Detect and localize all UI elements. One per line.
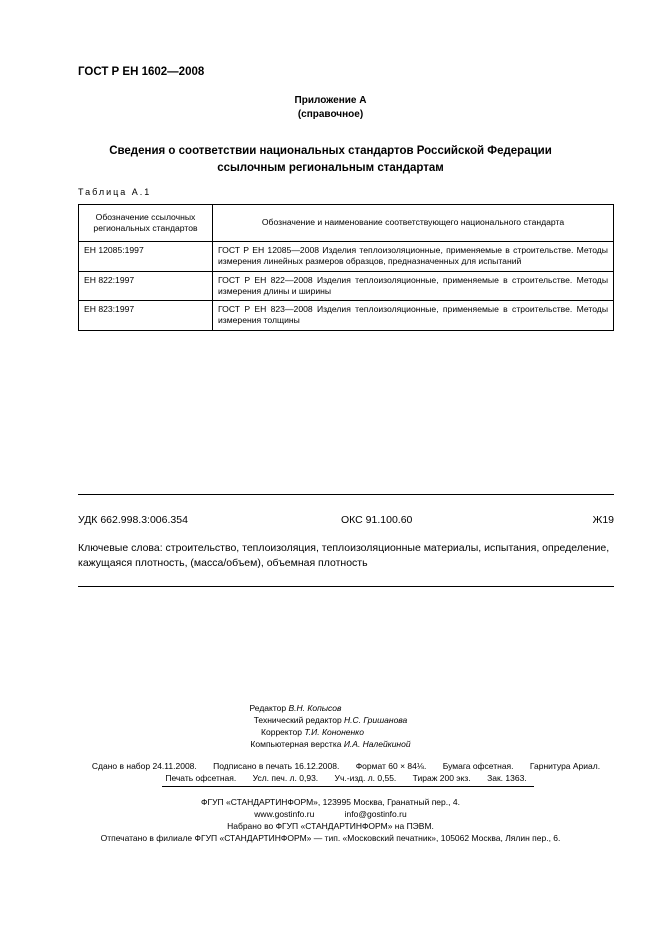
publisher-email: info@gostinfo.ru	[344, 809, 407, 819]
publisher-divider	[162, 786, 534, 787]
table-caption: Таблица А.1	[78, 187, 152, 197]
printing-type: Печать офсетная.	[165, 773, 237, 783]
signed-date: Подписано в печать 16.12.2008.	[213, 761, 340, 771]
editor-label: Редактор	[249, 703, 287, 713]
typeface: Гарнитура Ариал.	[529, 761, 601, 771]
table-row	[79, 301, 614, 331]
corrector-label: Корректор	[261, 727, 302, 737]
table-cell-national: ГОСТ Р ЕН 822—2008 Изделия теплоизоляционные, применяемые в строительстве. Методы измерения длины и ширины	[213, 271, 614, 301]
category-code: Ж19	[592, 514, 614, 526]
editor-name: В.Н. Копысов	[288, 703, 342, 713]
keywords: Ключевые слова: строительство, теплоизоляция, теплоизоляционные материалы, испытания, определение, кажущаяся плотность, (масса/объем), объемная плотность	[78, 542, 610, 569]
divider-top	[78, 494, 614, 495]
annex-subtitle: (справочное)	[297, 109, 364, 120]
table-row	[79, 271, 614, 301]
table-cell-national: ГОСТ Р ЕН 823—2008 Изделия теплоизоляционные, применяемые в строительстве. Методы измерения толщины	[213, 301, 614, 331]
table-cell-national: ГОСТ Р ЕН 12085—2008 Изделия теплоизоляционные, применяемые в строительстве. Методы измерения линейных размеров образцов, предназначенных для испытаний	[213, 242, 614, 272]
section-title-line1: Сведения о соответствии национальных стандартов Российской Федерации	[109, 145, 552, 157]
tech-editor-label: Технический редактор	[253, 715, 342, 725]
layout-name: И.А. Налейкиной	[343, 739, 411, 749]
table-cell-ref: ЕН 822:1997	[79, 271, 213, 301]
table-header-national: Обозначение и наименование соответствующего национального стандарта	[213, 205, 614, 242]
corrector-name: Т.И. Кононенко	[304, 727, 364, 737]
reference-table	[78, 204, 614, 331]
print-sheets: Усл. печ. л. 0,93.	[252, 773, 319, 783]
typeset-date: Сдано в набор 24.11.2008.	[91, 761, 197, 771]
publisher-site: www.gostinfo.ru	[254, 809, 315, 819]
credits	[0, 702, 661, 750]
print-info	[78, 760, 614, 784]
pub-sheets: Уч.-изд. л. 0,55.	[334, 773, 397, 783]
table-header-row	[79, 205, 614, 242]
table-cell-ref: ЕН 12085:1997	[79, 242, 213, 272]
udc-code: УДК 662.998.3:006.354	[78, 514, 188, 526]
publisher-info	[0, 796, 661, 844]
section-title-line2: ссылочным региональным стандартам	[217, 162, 444, 174]
typeset-note: Набрано во ФГУП «СТАНДАРТИНФОРМ» на ПЭВМ.	[227, 821, 434, 831]
document-code: ГОСТ Р ЕН 1602—2008	[78, 66, 205, 78]
tech-editor-name: Н.С. Гришанова	[344, 715, 408, 725]
publisher-address: ФГУП «СТАНДАРТИНФОРМ», 123995 Москва, Гранатный пер., 4.	[201, 797, 460, 807]
table-cell-ref: ЕН 823:1997	[79, 301, 213, 331]
order-number: Зак. 1363.	[487, 773, 527, 783]
paper-format: Формат 60 × 84⅛.	[355, 761, 427, 771]
printed-note: Отпечатано в филиале ФГУП «СТАНДАРТИНФОРМ» — тип. «Московский печатник», 105062 Москва, Лялин пер., 6.	[100, 833, 561, 843]
table-row	[79, 242, 614, 272]
oks-code: ОКС 91.100.60	[341, 514, 413, 526]
print-run: Тираж 200 экз.	[412, 773, 471, 783]
table-header-ref: Обозначение ссылочных региональных стандартов	[79, 205, 213, 242]
annex-title: Приложение А	[294, 95, 367, 106]
divider-bottom	[78, 586, 614, 587]
paper-type: Бумага офсетная.	[442, 761, 514, 771]
layout-label: Компьютерная верстка	[250, 739, 342, 749]
